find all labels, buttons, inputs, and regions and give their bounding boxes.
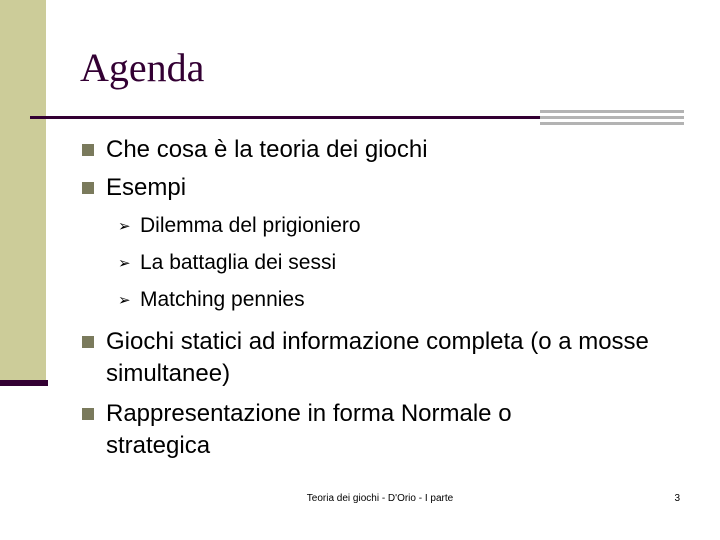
- square-bullet-icon: [82, 408, 94, 420]
- arrow-bullet-icon: ➢: [118, 291, 131, 309]
- sub-bullet-item: [118, 286, 305, 314]
- left-accent-band: [0, 0, 46, 384]
- sub-bullet-text: La battaglia dei sessi: [140, 251, 337, 274]
- slide-footer: Teoria dei giochi - D'Orio - I parte: [306, 493, 454, 504]
- bullet-item: [82, 172, 666, 204]
- square-bullet-icon: [82, 182, 94, 194]
- bullet-text: Rappresentazione in forma Normale o strategica: [106, 400, 512, 459]
- sub-bullet-item: [118, 212, 361, 240]
- bullet-item: [82, 134, 666, 166]
- sub-bullet-text: Dilemma del prigioniero: [140, 214, 361, 237]
- bullet-text: Giochi statici ad informazione completa (o a mosse simultanee): [106, 328, 649, 387]
- bullet-item: [82, 326, 666, 390]
- sub-bullet-item: [118, 249, 336, 277]
- slide-title: Agenda: [80, 45, 205, 90]
- arrow-bullet-icon: ➢: [118, 254, 131, 272]
- title-underline-stripes: [540, 110, 684, 128]
- square-bullet-icon: [82, 336, 94, 348]
- bullet-item: [82, 398, 606, 462]
- bullet-text: Che cosa è la teoria dei giochi: [106, 136, 428, 163]
- left-accent-band-edge: [0, 380, 48, 386]
- arrow-bullet-icon: ➢: [118, 217, 131, 235]
- page-number: 3: [674, 493, 680, 504]
- bullet-text: Esempi: [106, 174, 187, 201]
- sub-bullet-text: Matching pennies: [140, 288, 305, 311]
- square-bullet-icon: [82, 144, 94, 156]
